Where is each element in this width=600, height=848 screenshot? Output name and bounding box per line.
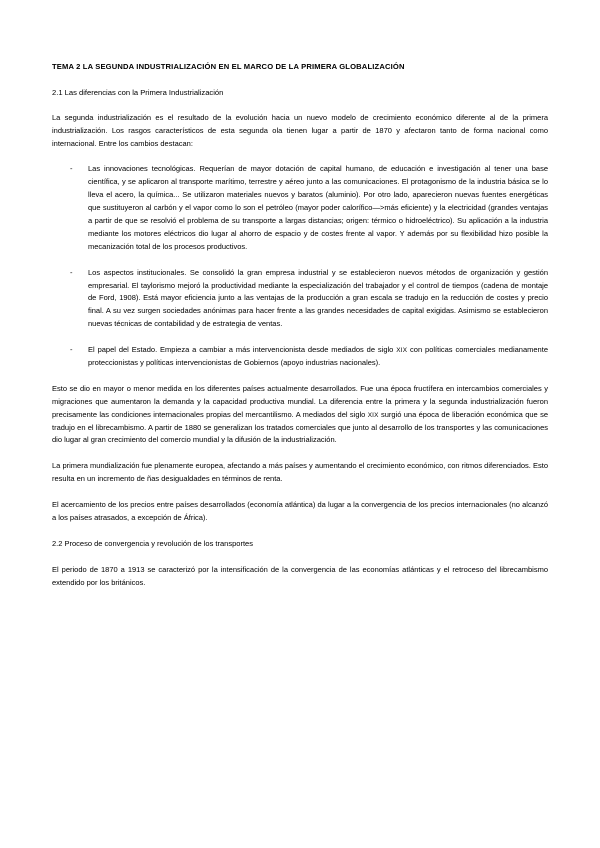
paragraph-text-continued: surgió una época de liberación económica que se tradujo en el librecambismo. A partir de 1880 se generalizan los tratados comerciales que junto al desarrollo de los transportes y las comunicaciones dio lugar al gran crecimiento del comercio mundial y la difusión de la industrialización.: [52, 409, 549, 445]
section-heading-2-2: 2.2 Proceso de convergencia y revolución de los transportes: [52, 538, 253, 548]
bullet-text-smallcaps: XIX: [396, 347, 408, 355]
bullet-list: [52, 163, 548, 369]
section-heading-2-1: 2.1 Las diferencias con la Primera Industrialización: [52, 87, 224, 97]
bullet-text: Las innovaciones tecnológicas. Requerían de mayor dotación de capital humano, de educación e investigación al tener una base científica, y se aplicaron al transporte marítimo, terrestre y aéreo junto a las comunicaciones. El protagonismo de la industria básica se lo lleva el acero, la química... Se utilizaron materiales nuevos y baratos (aluminio). Por otro lado, aparecieron nuevas fuentes energéticas que sustituyeron al carbón y el vapor como lo son el petróleo (mayor poder calorífico—>más eficiente) y la electricidad (grandes ventajas a partir de que se resolvió el problema de su transporte a largas distancias; origen: térmico o hidroeléctrico). Su aplicación a la industria mediante los motores eléctricos dio lugar al ahorro de espacio y de costes frente al vapor. Y además por su flexibilidad hizo posible la mecanización total de los procesos productivos.: [88, 164, 548, 251]
list-item: [52, 267, 548, 331]
paragraph-text: Esto se dio en mayor o menor medida en los diferentes países actualmente desarrollados. Fue una época fructífera en intercambios comerciales y migraciones que aumentaron la demanda y la capacidad productiva mundial. La diferencia entre la primera y la segunda industrialización fueron precisamente las condiciones internacionales propias del mercantilismo. A mediados del siglo: [52, 383, 548, 419]
paragraph-globalization: [52, 383, 548, 447]
bullet-marker: -: [70, 164, 73, 174]
page-title: TEMA 2 LA SEGUNDA INDUSTRIALIZACIÓN EN EL MARCO DE LA PRIMERA GLOBALIZACIÓN: [52, 62, 405, 71]
paragraph-periodo: El periodo de 1870 a 1913 se caracterizó por la intensificación de la convergencia de las economías atlánticas y el retroceso del librecambismo extendido por los británicos.: [52, 564, 548, 587]
bullet-marker: -: [70, 345, 73, 355]
bullet-text-continued: con políticas comerciales medianamente proteccionistas y políticas intervencionistas de Gobiernos (apoyo industrias nacionales).: [88, 345, 548, 367]
paragraph-mundializacion: La primera mundialización fue plenamente europea, afectando a más países y aumentando el crecimiento económico, con ritmos diferenciados. Esto resulta en un incremento de ñas desigualdades en términos de renta.: [52, 461, 548, 484]
list-item: [52, 344, 548, 370]
bullet-text: Los aspectos institucionales. Se consolidó la gran empresa industrial y se establecieron nuevos métodos de organización y gestión empresarial. El taylorismo mejoró la productividad mediante la especialización del trabajador y el control de tiempos (cadena de montaje de Ford, 1908). Está mayor eficiencia junto a las ventajas de la producción a gran escala se tradujo en la reducción de costes y precio final. A su vez surgen sociedades anónimas para hacer frente a las grandes necesidades de capital exigidas. Asimismo se establecieron nuevas técnicas de contabilidad y de estrategia de ventas.: [88, 267, 548, 329]
paragraph-smallcaps: XIX: [367, 411, 379, 419]
bullet-marker: -: [70, 267, 73, 277]
bullet-text: El papel del Estado. Empieza a cambiar a más intervencionista desde mediados de siglo: [88, 345, 397, 355]
paragraph-intro: La segunda industrialización es el resultado de la evolución hacia un nuevo modelo de crecimiento económico diferente al de la primera industrialización. Los rasgos característicos de esta segunda ola tienen lugar a partir de 1870 y afectaron tanto de forma nacional como internacional. Entre los cambios destacan:: [52, 112, 548, 148]
paragraph-precios: El acercamiento de los precios entre países desarrollados (economía atlántica) da lugar a la convergencia de los precios internacionales (no alcanzó a los países atrasados, a excepción de África).: [52, 500, 548, 522]
list-item: [52, 163, 548, 253]
